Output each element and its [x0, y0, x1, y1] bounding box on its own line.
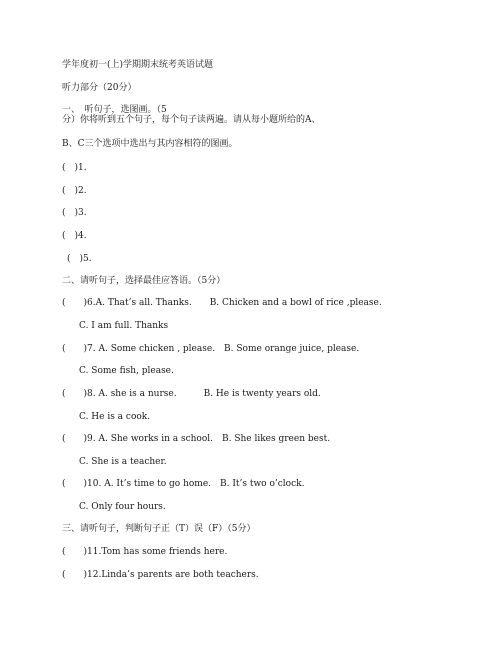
- question-line: ( )11.Tom has some friends here.: [62, 547, 228, 557]
- question-item: ( )2.: [62, 186, 87, 196]
- question-line: ( )9. A. She works in a school. B. She likes green best.: [62, 434, 331, 444]
- section1-instruction: B、C三个选项中选出与其内容相符的图画。: [62, 139, 238, 149]
- question-option-line: C. Some fish, please.: [79, 366, 174, 376]
- question-line: ( )7. A. Some chicken , please. B. Some orange juice, please.: [62, 344, 360, 354]
- question-option-line: C. Only four hours.: [79, 502, 166, 512]
- question-item: ( )4.: [62, 231, 87, 241]
- question-line: ( )8. A. she is a nurse. B. He is twenty years old.: [62, 389, 321, 399]
- question-item: ( )5.: [67, 254, 92, 264]
- question-line: ( )12.Linda’s parents are both teachers.: [62, 570, 259, 580]
- section1-instruction: 分）你将听到五个句子，每个句子读两遍。请从每小题所给的A、: [62, 115, 321, 125]
- listening-section-header: 听力部分（20分）: [62, 83, 137, 93]
- question-option-line: C. He is a cook.: [79, 412, 151, 422]
- exam-title: 学年度初一(上)学期期末统考英语试题: [62, 60, 214, 70]
- section2-heading: 二、请听句子，选择最佳应答语。（5分）: [62, 276, 226, 286]
- question-item: ( )3.: [62, 208, 87, 218]
- question-line: ( )6.A. That’s all. Thanks. B. Chicken and a bowl of rice ,please.: [62, 298, 382, 308]
- question-line: ( )10. A. It’s time to go home. B. It’s two o’clock.: [62, 479, 305, 489]
- question-option-line: C. I am full. Thanks: [79, 321, 169, 331]
- section1-heading: 一、 听句子，选图画。（5: [62, 105, 167, 115]
- section3-heading: 三、请听句子，判断句子正（T）误（F）（5分）: [62, 524, 256, 534]
- question-item: ( )1.: [62, 163, 87, 173]
- question-option-line: C. She is a teacher.: [79, 457, 167, 467]
